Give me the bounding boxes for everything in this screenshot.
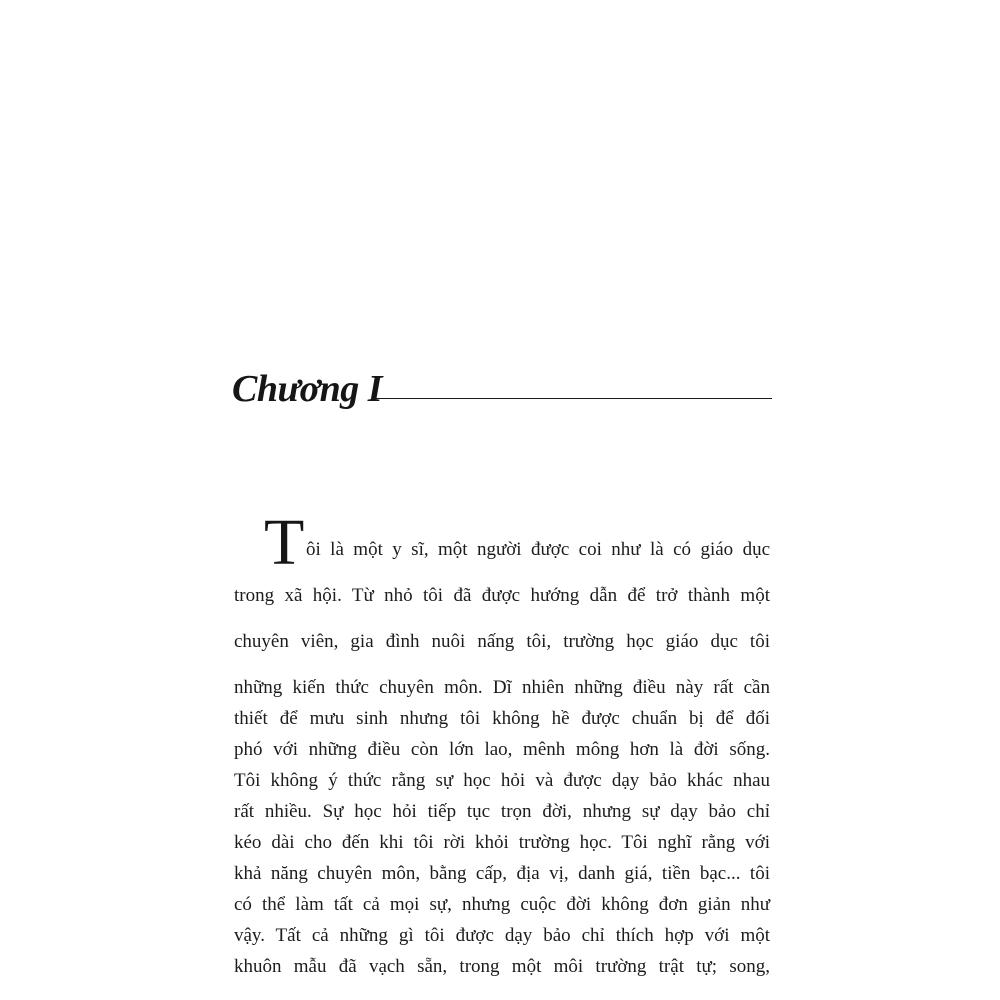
chapter-title: Chương I [232,368,383,410]
body-line: ôi là một y sĩ, một người được coi như là có giáo dục [306,539,770,560]
body-line: những kiến thức chuyên môn. Dĩ nhiên những điều này rất cần [234,677,770,698]
body-line: chuyên viên, gia đình nuôi nấng tôi, trường học giáo dục tôi [234,631,770,652]
body-line: khuôn mẫu đã vạch sẵn, trong một môi trường trật tự; song, [234,956,770,977]
chapter-heading [232,364,772,414]
body-line: có thể làm tất cả mọi sự, nhưng cuộc đời không đơn giản như [234,894,770,915]
body-line: rất nhiều. Sự học hỏi tiếp tục trọn đời, nhưng sự dạy bảo chỉ [234,801,770,822]
body-line: vậy. Tất cả những gì tôi được dạy bảo chỉ thích hợp với một [234,925,770,946]
body-line: khả năng chuyên môn, bằng cấp, địa vị, danh giá, tiền bạc... tôi [234,863,770,884]
body-line: Tôi không ý thức rằng sự học hỏi và được dạy bảo khác nhau [234,770,770,791]
body-line: kéo dài cho đến khi tôi rời khỏi trường học. Tôi nghĩ rằng với [234,832,770,853]
chapter-title-rule [372,398,772,399]
drop-cap: T [264,506,305,579]
body-line: trong xã hội. Từ nhỏ tôi đã được hướng dẫn để trở thành một [234,585,770,606]
body-line: thiết để mưu sinh nhưng tôi không hề được chuẩn bị để đối [234,708,770,729]
body-line: phó với những điều còn lớn lao, mênh mông hơn là đời sống. [234,739,770,760]
chapter-body [234,506,770,1000]
